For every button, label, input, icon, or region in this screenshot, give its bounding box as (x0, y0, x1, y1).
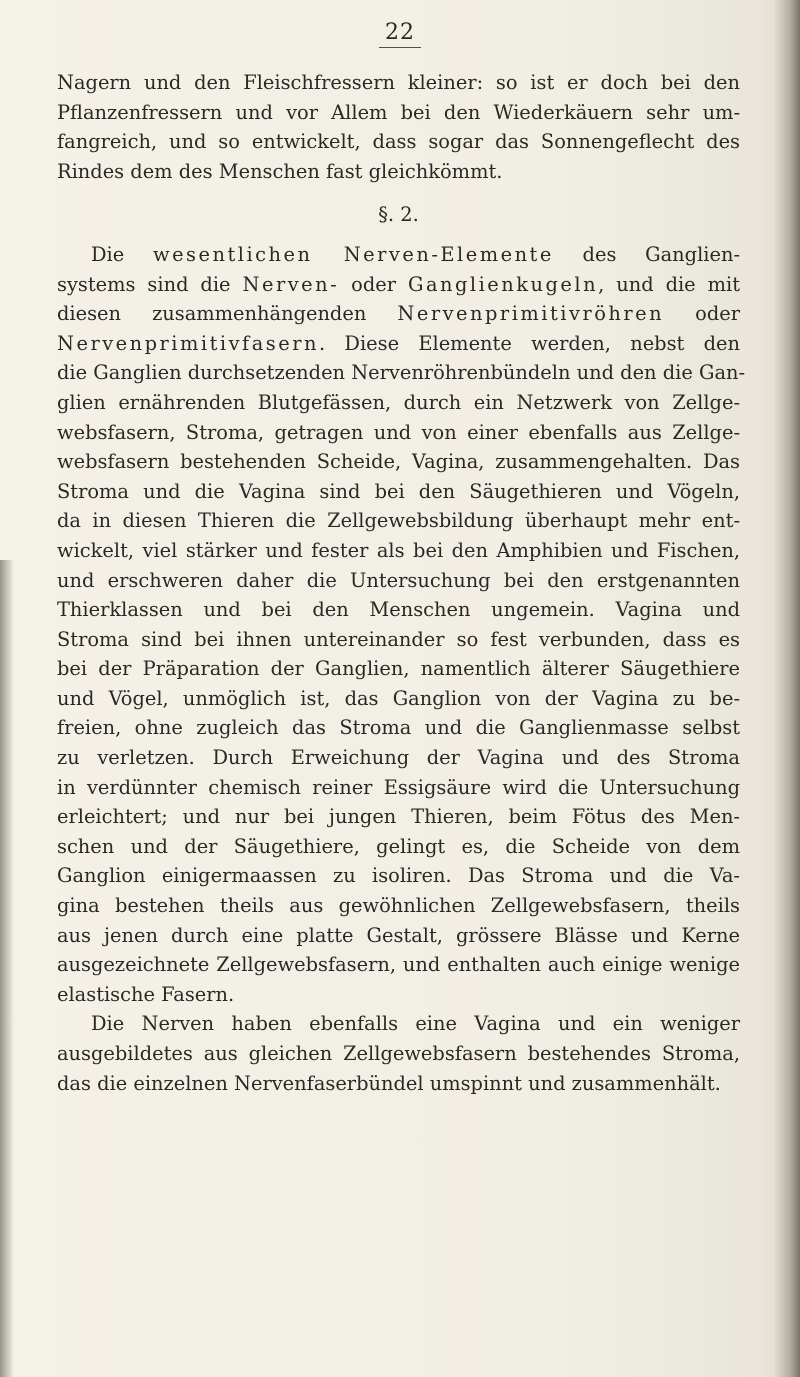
text-line: Nervenprimitivfasern. Diese Elemente werden, nebst den (57, 331, 740, 355)
text-line: und Vögel, unmöglich ist, das Ganglion von der Vagina zu be- (57, 686, 740, 710)
text-line: da in diesen Thieren die Zellgewebsbildung überhaupt mehr ent- (57, 509, 740, 533)
text-line: websfasern, Stroma, getragen und von einer ebenfalls aus Zellge- (57, 420, 740, 444)
text-line: fangreich, und so entwickelt, dass sogar das Sonnengeflecht des (57, 130, 740, 154)
text-line: glien ernährenden Blutgefässen, durch ein Netzwerk von Zellge- (57, 390, 740, 414)
text-line: wickelt, viel stärker und fester als bei den Amphibien und Fischen, (57, 538, 740, 562)
text-line: diesen zusammenhängenden Nervenprimitivröhren oder (57, 302, 741, 326)
text-line: das die einzelnen Nervenfaserbündel umspinnt und zusammenhält. (57, 1071, 721, 1095)
page-body (57, 68, 746, 1098)
text-line: bei der Präparation der Ganglien, namentlich älterer Säugethiere (57, 657, 740, 681)
text-line: Nagern und den Fleischfressern kleiner: so ist er doch bei den (57, 71, 740, 94)
text-line: websfasern bestehenden Scheide, Vagina, zusammengehalten. Das (57, 450, 740, 474)
text-line: Pflanzenfressern und vor Allem bei den Wiederkäuern sehr um- (57, 100, 740, 124)
text-line: Thierklassen und bei den Menschen ungemein. Vagina und (57, 598, 740, 622)
text-line: ausgezeichnete Zellgewebsfasern, und enthalten auch einige wenige (57, 953, 740, 977)
text-line: in verdünnter chemisch reiner Essigsäure wird die Untersuchung (57, 775, 740, 799)
text-line: systems sind die Nerven- oder Ganglienkugeln, und die mit (57, 272, 740, 296)
page-edge-shadow (774, 0, 800, 1377)
text-line: aus jenen durch eine platte Gestalt, grössere Blässe und Kerne (57, 923, 740, 947)
emphasis-term: Nervenprimitivfasern (57, 331, 319, 355)
text-line: Stroma und die Vagina sind bei den Säugethieren und Vögeln, (57, 479, 740, 503)
text-line: elastische Fasern. (57, 982, 235, 1006)
emphasis-term: wesentlichen Nerven-Elemente (152, 242, 554, 266)
page-binding-shadow (0, 560, 14, 1377)
paragraph-3 (57, 1009, 740, 1098)
paragraph-1 (57, 68, 740, 186)
text-line: und erschweren daher die Untersuchung bei den erstgenannten (57, 568, 740, 592)
text-line: erleichtert; und nur bei jungen Thieren, beim Fötus des Men- (57, 805, 740, 829)
text-line: zu verletzen. Durch Erweichung der Vagina und des Stroma (57, 746, 740, 770)
text-line: die Ganglien durchsetzenden Nervenröhrenbündeln und den die Gan- (57, 361, 746, 385)
page-number: 22 (0, 20, 800, 48)
text-line: Ganglion einigermaassen zu isoliren. Das Stroma und die Va- (57, 864, 740, 888)
emphasis-term: Nervenprimitivröhren (397, 302, 665, 326)
text-line: Die wesentlichen Nerven-Elemente des Ganglien- (91, 242, 740, 266)
text-line: ausgebildetes aus gleichen Zellgewebsfasern bestehendes Stroma, (57, 1042, 740, 1065)
emphasis-term: Nerven- (242, 272, 340, 296)
text-line: Die Nerven haben ebenfalls eine Vagina und ein weniger (91, 1012, 740, 1036)
text-line: schen und der Säugethiere, gelingt es, die Scheide von dem (57, 834, 740, 858)
section-heading: §. 2. (378, 203, 419, 227)
text-line: Rindes dem des Menschen fast gleichkömmt. (57, 159, 503, 183)
text-line: freien, ohne zugleich das Stroma und die Ganglienmasse selbst (57, 716, 740, 740)
text-line: Stroma sind bei ihnen untereinander so fest verbunden, dass es (57, 627, 740, 651)
emphasis-term: Ganglienkugeln (407, 272, 599, 296)
text-line: gina bestehen theils aus gewöhnlichen Zellgewebsfasern, theils (57, 894, 740, 918)
paragraph-2 (57, 240, 746, 1009)
